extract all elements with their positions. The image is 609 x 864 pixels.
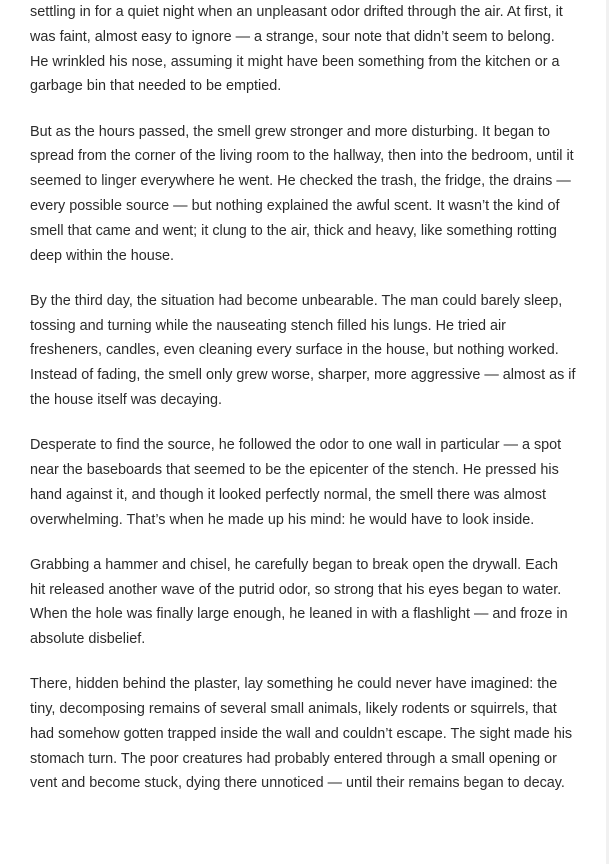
article-paragraph-4: Desperate to find the source, he followed the odor to one wall in particular — a spot near the baseboards that seemed to be the epicenter of the stench. He pressed his hand against it, and though it looked perfectly normal, the smell there was almost overwhelming. That’s when he made up his mind: he would have to look inside. (30, 437, 562, 528)
article-paragraph-5: Grabbing a hammer and chisel, he carefully began to break open the drywall. Each hit released another wave of the putrid odor, so strong that his eyes began to water. When the hole was finally large enough, he leaned in with a flashlight — and froze in absolute disbelief. (30, 556, 568, 648)
article-paragraph-3: By the third day, the situation had become unbearable. The man could barely sleep, tossing and turning while the nauseating stench filled his lungs. He tried air fresheners, candles, even cleaning every surface in the house, but nothing worked. Instead of fading, the smell only grew worse, sharper, more aggressive — almost as if the house itself was decaying. (30, 292, 576, 408)
article-body (30, 0, 576, 817)
article-paragraph-2: But as the hours passed, the smell grew stronger and more disturbing. It began to spread from the corner of the living room to the hallway, then into the bedroom, until it seemed to linger everywhere he went. He checked the trash, the fridge, the drains — every possible source — but nothing explained the awful scent. It wasn’t the kind of smell that came and went; it clung to the air, thick and heavy, like something rotting deep within the house. (30, 123, 574, 264)
article-paragraph-6: There, hidden behind the plaster, lay something he could never have imagined: the tiny, decomposing remains of several small animals, likely rodents or squirrels, that had somehow gotten trapped inside the wall and couldn’t escape. The sight made his stomach turn. The poor creatures had probably entered through a small opening or vent and become stuck, dying there unnoticed — until their remains began to decay. (30, 676, 573, 792)
article-paragraph-1: settling in for a quiet night when an unpleasant odor drifted through the air. At first, it was faint, almost easy to ignore — a strange, sour note that didn’t seem to belong. He wrinkled his nose, assuming it might have been something from the kitchen or a garbage bin that needed to be emptied. (30, 4, 563, 95)
